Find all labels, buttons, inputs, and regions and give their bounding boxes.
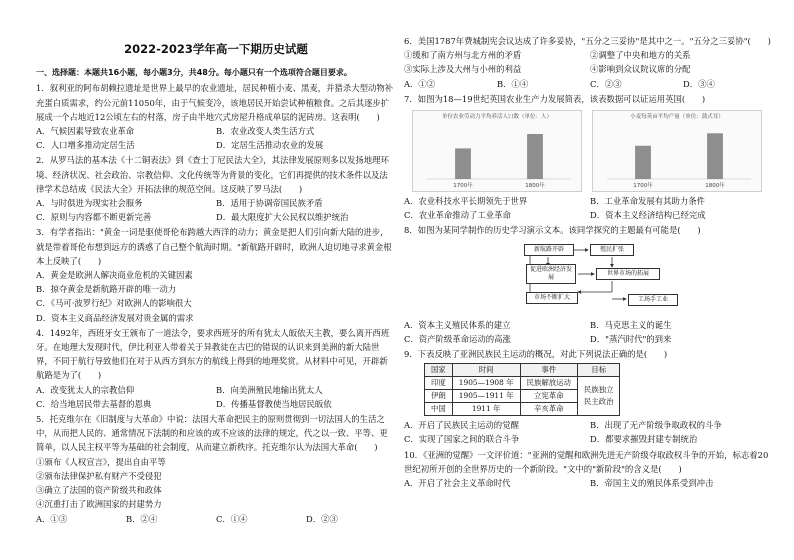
option-c: C．①④ bbox=[216, 513, 248, 524]
table-cell: 伊朗 bbox=[425, 390, 453, 403]
statement-4: ④沉重打击了欧洲国家的封建势力 bbox=[36, 499, 162, 510]
question-stem: 8．如图为某同学制作的历史学习演示文本。该同学探究的主题最有可能是( ) bbox=[404, 225, 701, 236]
question-2 bbox=[36, 153, 396, 224]
question-stem: 3．有学者指出："黄金一词是驱使哥伦布跨越大西洋的动力；黄金是把人们引向新大陆的进步，就是带着哥伦布想到远方的诱惑了自己整个航海时期。"新航路开辟时，欧洲人迫切地寻求黄金根本上反映了( ) bbox=[36, 227, 392, 266]
option-a: A．①③ bbox=[36, 513, 68, 524]
table-header: 目标 bbox=[577, 364, 620, 377]
table-cell: 立宪革命 bbox=[520, 390, 577, 403]
x-tick-label: 1800年 bbox=[705, 183, 725, 190]
statement-1: ①缓和了南方州与北方州的矛盾 bbox=[404, 50, 522, 61]
option-a: A．开启了民族民主运动的觉醒 bbox=[404, 420, 519, 431]
flow-diagram bbox=[522, 242, 690, 314]
option-d: D．传播基督教使当地居民皈依 bbox=[216, 398, 332, 409]
table-header: 国家 bbox=[425, 364, 453, 377]
table-header: 事件 bbox=[520, 364, 577, 377]
table-row bbox=[425, 377, 620, 390]
option-a: A．开启了社会主义革命时代 bbox=[404, 478, 511, 489]
option-b: B．出现了无产阶级争取政权的斗争 bbox=[590, 420, 722, 431]
question-9 bbox=[404, 347, 776, 447]
option-d: D．资本主义经济结构已经完成 bbox=[590, 210, 706, 221]
question-stem: 10．《亚洲的觉醒》一文评价道："亚洲的觉醒和欧洲先进无产阶级夺取政权斗争的开始，标志着20世纪初所开创的全世界历史的一个新阶段。"文中的"新阶段"的含义是( ) bbox=[404, 449, 769, 474]
option-c: C．资产阶级革命运动的高涨 bbox=[404, 333, 511, 344]
option-b: B．适用于协调帝国民族矛盾 bbox=[216, 198, 323, 209]
table-cell: 1905—1908 年 bbox=[452, 377, 520, 390]
option-d: D．最大限度扩大公民权以维护统治 bbox=[216, 212, 349, 223]
diagram-box-market: 世界市场的拓展 bbox=[596, 268, 660, 280]
table-cell: 民族解放运动 bbox=[520, 377, 577, 390]
x-tick-label: 1700年 bbox=[633, 183, 653, 190]
option-b: B．掠夺黄金是新航路开辟的唯一动力 bbox=[36, 284, 177, 295]
question-stem: 6．美国1787年费城制宪会议达成了许多妥协，"五分之三妥协"是其中之一。"五分之三妥协"( ) bbox=[404, 36, 771, 46]
x-tick-label: 1700年 bbox=[453, 183, 473, 190]
table-cell: 1905—1911 年 bbox=[452, 390, 520, 403]
option-b: B．向美洲殖民地输出犹太人 bbox=[216, 384, 323, 395]
option-d: D．③④ bbox=[683, 78, 715, 89]
option-d: D．定居生活推动农业的发展 bbox=[216, 140, 324, 151]
option-d: D．都要求摧毁封建专制统治 bbox=[590, 434, 698, 445]
chart-title: 小麦每英亩平均产量（单位：蒲式耳） bbox=[630, 114, 724, 121]
option-a: A．农业科技水平长期领先于世界 bbox=[404, 196, 528, 207]
movement-table bbox=[424, 363, 620, 416]
option-a: A．气候因素导致农业革命 bbox=[36, 126, 135, 137]
option-d: D．资本主义商品经济发展对贵金属的需求 bbox=[36, 312, 194, 323]
option-c: C．给当地居民带去基督的恩典 bbox=[36, 398, 152, 409]
section-heading: 一、选择题：本题共16小题，每小题3分，共48分。每小题只有一个选项符合题目要求。 bbox=[36, 68, 352, 78]
question-stem: 4．1492年，西班牙女王颁布了一道法令，要求西班牙的所有犹太人皈依天主教，要么离开西班牙。在地理大发现时代，伊比利亚人带着关于异教徒在古巴的错误的认识来到美洲的新大陆世界，不同于航行导致他们在对于从西方到东方的航线上得到的地理奖赏。从材料中可见，开辟新航路是为了( ) bbox=[36, 327, 390, 381]
option-c: C．农业革命推动了工业革命 bbox=[404, 210, 511, 221]
chart-group bbox=[412, 110, 776, 192]
option-a: A．黄金是欧洲人解决商业危机的关键因素 bbox=[36, 270, 193, 281]
table-header: 时间 bbox=[452, 364, 520, 377]
goal-line-1: 民族独立 bbox=[583, 385, 614, 395]
option-b: B．帝国主义的殖民体系受到冲击 bbox=[590, 478, 714, 489]
goal-line-2: 民主政治 bbox=[583, 397, 614, 407]
diagram-box-route: 新航路开辟 bbox=[524, 244, 574, 256]
diagram-box-workshop: 工场手工业 bbox=[628, 294, 678, 306]
option-b: B．马克思主义的诞生 bbox=[590, 319, 672, 330]
question-5 bbox=[36, 412, 396, 526]
option-c: C．②③ bbox=[590, 78, 622, 89]
table-cell: 印度 bbox=[425, 377, 453, 390]
question-10 bbox=[404, 448, 776, 491]
bar-chart-svg bbox=[413, 111, 581, 191]
diagram-box-colonial: 殖民扩张 bbox=[590, 244, 634, 256]
statement-2: ②颁布法律保护私有财产不受侵犯 bbox=[36, 470, 162, 481]
right-column bbox=[404, 0, 776, 560]
question-stem: 5．托克维尔在《旧制度与大革命》中说：法国大革命把民主的原则贯彻到一切法国人的生活之中，从而把人民的、通常情况下法制的和应该的或不应该的法律的规定，代之以一致、平等、更简单，以人民主权平等为基础的社会制度，从而建立新秩序。托克维尔认为法国大革命( ) bbox=[36, 414, 388, 453]
option-b: B．农业改变人类生活方式 bbox=[216, 126, 315, 137]
chart-labor-productivity bbox=[412, 110, 582, 192]
option-c: C．实现了国家之间的联合斗争 bbox=[404, 434, 520, 445]
option-a: A．资本主义殖民体系的建立 bbox=[404, 319, 511, 330]
option-b: B．工业革命发展有其助力条件 bbox=[590, 196, 706, 207]
option-a: A．①② bbox=[404, 78, 436, 89]
option-a: A．与时俱进为现实社会服务 bbox=[36, 198, 143, 209]
option-c: C．《马可·波罗行纪》对欧洲人的影响很大 bbox=[36, 298, 192, 309]
statement-3: ③确立了法国的资产阶级共和政体 bbox=[36, 485, 162, 496]
diagram-box-economy: 促进欧洲经济发展 bbox=[526, 264, 576, 284]
chart-title: 单位农业劳动力平均养活人口数（单位：人） bbox=[441, 114, 552, 121]
statement-1: ①颁布《人权宣言》，提出自由平等 bbox=[36, 456, 166, 467]
statement-2: ②调整了中央和地方的关系 bbox=[590, 50, 691, 61]
table-cell: 中国 bbox=[425, 403, 453, 416]
question-8 bbox=[404, 223, 776, 346]
x-tick-label: 1800年 bbox=[525, 183, 545, 190]
question-6 bbox=[404, 34, 776, 91]
table-cell: 1911 年 bbox=[452, 403, 520, 416]
table-cell: 辛亥革命 bbox=[520, 403, 577, 416]
table-cell-goal bbox=[577, 377, 620, 416]
question-7 bbox=[404, 92, 776, 223]
option-c: C．原则与内容都不断更新完善 bbox=[36, 212, 152, 223]
bar-1700年 bbox=[635, 146, 651, 179]
bar-1800年 bbox=[707, 133, 723, 179]
diagram-box-expand: 市场不断扩大 bbox=[526, 292, 578, 304]
option-b: B．①④ bbox=[497, 78, 529, 89]
option-b: B．②④ bbox=[126, 513, 158, 524]
bar-1800年 bbox=[527, 134, 543, 179]
option-a: A．改变犹太人的宗教信仰 bbox=[36, 384, 135, 395]
question-stem: 9．下表反映了亚洲民族民主运动的概况，对此下列说法正确的是( ) bbox=[404, 349, 668, 360]
page-title: 2022-2023学年高一下期历史试题 bbox=[124, 42, 308, 56]
question-4 bbox=[36, 326, 396, 411]
question-3 bbox=[36, 225, 396, 324]
statement-4: ④影响到众议院议席的分配 bbox=[590, 64, 691, 75]
bar-1700年 bbox=[455, 148, 471, 179]
question-stem: 2．从罗马法的基本法《十二铜表法》到《查士丁尼民法大全》，其法律发展原则多以发扬地理环境、经济状况、社会政治、宗教信仰、文化传统等为背景的变化，它们再提供的技术条件以及法律学术总结成《民法大全》开拓法律的规范空间。这反映了罗马法( ) bbox=[36, 155, 389, 194]
statement-3: ③实际上涉及大州与小州的利益 bbox=[404, 64, 522, 75]
option-d: D．②③ bbox=[306, 513, 338, 524]
chart-wheat-yield bbox=[592, 110, 762, 192]
option-c: C．人口增多推动定居生活 bbox=[36, 140, 135, 151]
left-column bbox=[36, 0, 396, 560]
bar-chart-svg bbox=[593, 111, 761, 191]
question-1 bbox=[36, 81, 396, 152]
option-d: D．"蒸汽时代"的到来 bbox=[590, 333, 672, 344]
question-stem: 7．如图为18—19世纪英国农业生产力发展简表，该表数据可以证运用英国( ) bbox=[404, 93, 706, 104]
question-stem: 1．叙利亚的阿布胡赖拉遗址是世界上最早的农业遗址，居民种植小麦、黑麦，并猎杀大型动物补充蛋白质需求，约公元前11050年，由于气候变冷，该地居民开始尝试种植粮食。之后其逐步扩展成一个占地近12公顷左右的村落，房子由半地穴式房屋升格成单层的泥砖房。这表明( ) bbox=[36, 83, 394, 122]
